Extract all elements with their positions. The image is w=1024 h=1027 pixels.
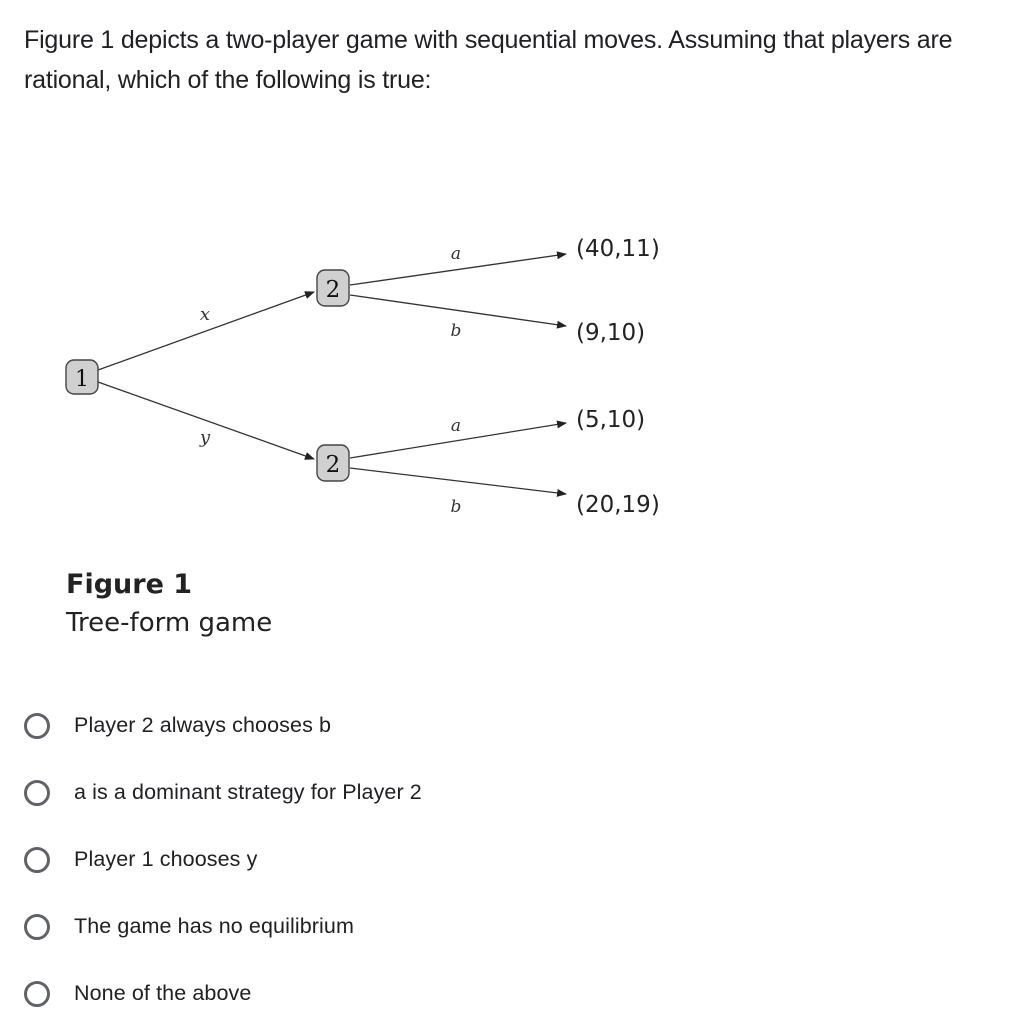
option-label: The game has no equilibrium — [74, 914, 354, 938]
option-label: Player 2 always chooses b — [74, 713, 332, 737]
option-label: Player 1 chooses y — [74, 847, 258, 871]
payoff-4: (20,19) — [576, 492, 660, 518]
edge-lower-b — [350, 468, 566, 494]
radio-button-icon[interactable] — [24, 847, 50, 873]
edge-x-label: x — [199, 304, 211, 325]
option-4[interactable] — [24, 893, 924, 960]
radio-button-icon[interactable] — [24, 914, 50, 940]
payoff-1: (40,11) — [576, 236, 660, 262]
payoff-2: (9,10) — [576, 320, 646, 346]
radio-button-icon[interactable] — [24, 981, 50, 1007]
radio-button-icon[interactable] — [24, 780, 50, 806]
option-5[interactable] — [24, 960, 924, 1027]
lower-node-label: 2 — [325, 452, 341, 478]
upper-node — [317, 270, 349, 306]
option-3[interactable] — [24, 826, 924, 893]
root-node-label: 1 — [75, 367, 89, 392]
upper-a-label: a — [450, 244, 462, 264]
answer-options — [24, 692, 924, 1027]
lower-b-label: b — [450, 497, 462, 517]
root-node — [66, 360, 98, 394]
figure-caption-subtitle: Tree-form game — [66, 608, 273, 638]
payoff-3: (5,10) — [576, 407, 646, 433]
upper-node-label: 2 — [325, 277, 341, 303]
upper-b-label: b — [450, 321, 462, 341]
radio-button-icon[interactable] — [24, 713, 50, 739]
option-label: a is a dominant strategy for Player 2 — [74, 780, 422, 804]
figure-caption-title: Figure 1 — [66, 569, 193, 600]
option-label: None of the above — [74, 981, 252, 1005]
lower-node — [317, 445, 349, 481]
lower-a-label: a — [450, 416, 462, 436]
question-text: Figure 1 depicts a two-player game with sequential moves. Assuming that players are rational, which of the following is true: — [24, 26, 953, 94]
option-2[interactable] — [24, 759, 924, 826]
figure-caption — [66, 566, 272, 642]
option-1[interactable] — [24, 692, 924, 759]
edge-y-label: y — [199, 427, 211, 448]
